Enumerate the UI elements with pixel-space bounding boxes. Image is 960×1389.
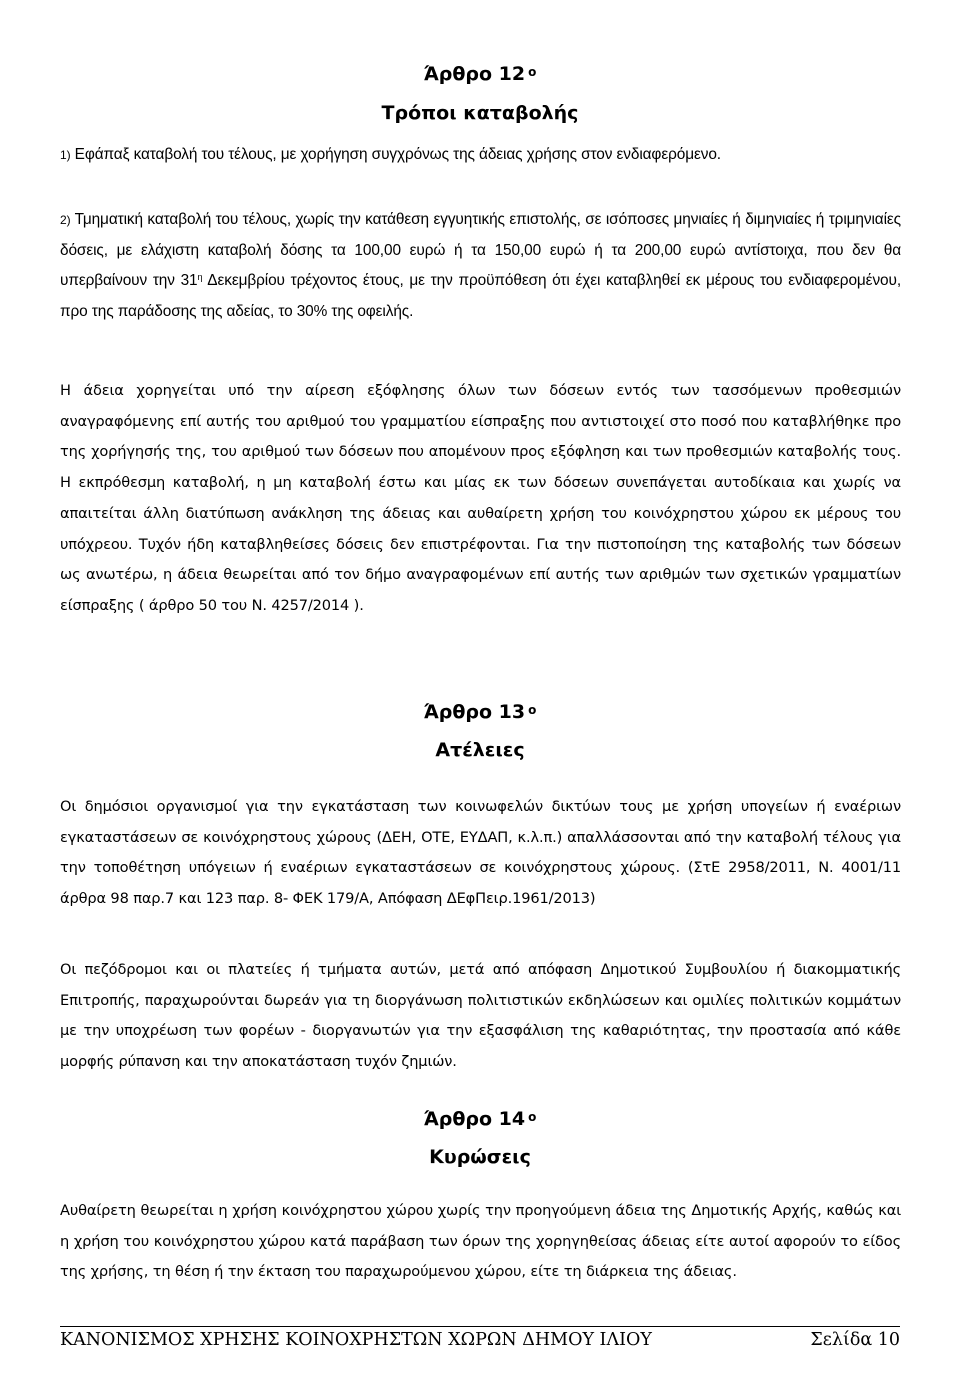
article-12-item-1 bbox=[60, 140, 901, 171]
item-2-superscript: η bbox=[197, 272, 203, 283]
article-12-heading bbox=[0, 62, 960, 86]
article-13-heading-text: Άρθρο 13 bbox=[423, 701, 526, 723]
article-12-item-2 bbox=[60, 205, 901, 328]
article-14-heading-ordinal: ο bbox=[528, 1110, 537, 1124]
article-13-heading bbox=[0, 700, 960, 724]
article-13-paragraph-2: Οι πεζόδρομοι και οι πλατείες ή τμήματα αυτών, μετά από απόφαση Δημοτικού Συμβουλίου ή διακομματικής Επιτροπής, παραχωρούνται δωρεάν για τη διοργάνωση πολιτιστικών εκδηλώσεων και ομιλίες πολιτικών κομμάτων με την υποχρέωση των φορέων - διοργανωτών για την εξασφάλιση της καθαριότητας, την προστασία από κάθε μορφής ρύπανση και την αποκατάσταση τυχόν ζημιών. bbox=[60, 961, 901, 1071]
article-14-title: Κυρώσεις bbox=[429, 1146, 531, 1168]
footer-page-number: Σελίδα 10 bbox=[810, 1330, 900, 1350]
article-13-paragraph-1: Οι δημόσιοι οργανισμοί για την εγκατάσταση των κοινωφελών δικτύων τους με χρήση υπογείων ή εναέριων εγκαταστάσεων σε κοινόχρηστους χώρους (ΔΕΗ, ΟΤΕ, ΕΥΔΑΠ, κ.λ.π.) απαλλάσσονται από την καταβολή τέλους για την τοποθέτηση υπόγειων ή εναέριων εγκαταστάσεων σε κοινόχρηστους χώρους. (ΣτΕ 2958/2011, Ν. 4001/11 άρθρα 98 παρ.7 και 123 παρ. 8- ΦΕΚ 179/Α, Απόφαση ΔΕφΠειρ.1961/2013) bbox=[60, 798, 901, 908]
article-12-heading-text: Άρθρο 12 bbox=[423, 63, 526, 85]
article-14-paragraph: Αυθαίρετη θεωρείται η χρήση κοινόχρηστου χώρου χωρίς την προηγούμενη άδεια της Δημοτικής Αρχής, καθώς και η χρήση του κοινόχρηστου χώρου κατά παράβαση των όρων της χορηγηθείσας άδειας είτε αυτοί αφορούν το είδος της χρήσης, τη θέση ή την έκταση του παραχωρούμενου χώρου, είτε τη διάρκεια της άδειας. bbox=[60, 1202, 901, 1281]
article-13-title: Ατέλειες bbox=[435, 739, 525, 761]
article-12-title: Τρόποι καταβολής bbox=[381, 102, 579, 124]
page-footer bbox=[60, 1326, 900, 1351]
article-14-heading-text: Άρθρο 14 bbox=[423, 1108, 526, 1130]
item-2-text-b: Δεκεμβρίου τρέχοντος έτους, με την προϋπόθεση ότι έχει καταβληθεί εκ μέρους του ενδιαφερομένου, προ της παράδοσης της αδείας, το 30% της οφειλής. bbox=[60, 272, 901, 321]
article-13-heading-ordinal: ο bbox=[528, 703, 537, 717]
item-2-text-a: Τμηματική καταβολή του τέλους, χωρίς την κατάθεση εγγυητικής επιστολής, σε ισόποσες μηνιαίες ή διμηνιαίες ή τριμηνιαίες δόσεις, με ελάχιστη καταβολή δόσης τα 100,00 ευρώ ή τα 150,00 ευρώ ή τα 200,00 ευρώ αντίστοιχα, που δεν θα υπερβαίνουν την 31 bbox=[60, 211, 901, 290]
article-14-heading bbox=[0, 1107, 960, 1131]
article-12-paragraph: Η άδεια χορηγείται υπό την αίρεση εξόφλησης όλων των δόσεων εντός των τασσόμενων προθεσμιών αναγραφόμενης επί αυτής του αριθμού του γραμματίου είσπραξης που αντιστοιχεί στο ποσό που καταβλήθηκε προ της χορήγησής της, του αριθμού των δόσεων που απομένουν προς εξόφληση και των προθεσμιών καταβολής τους. Η εκπρόθεσμη καταβολή, η μη καταβολή έστω και μίας εκ των δόσεων συνεπάγεται αυτοδίκαια και χωρίς να απαιτείται άλλη διατύπωση ανάκληση της άδειας και αυθαίρετη χρήση του κοινόχρηστου χώρου εκ μέρους του υπόχρεου. Τυχόν ήδη καταβληθείσες δόσεις δεν επιστρέφονται. Για την πιστοποίηση της καταβολής των δόσεων ως ανωτέρω, η άδεια θεωρείται από τον δήμο αναγραφομένων επί αυτής των αριθμών των σχετικών γραμματίων είσπραξης ( άρθρο 50 του Ν. 4257/2014 ). bbox=[60, 382, 901, 614]
item-1-number: 1) bbox=[60, 148, 71, 162]
article-12-heading-ordinal: ο bbox=[528, 65, 537, 79]
footer-document-title: ΚΑΝΟΝΙΣΜΟΣ ΧΡΗΣΗΣ ΚΟΙΝΟΧΡΗΣΤΩΝ ΧΩΡΩΝ ΔΗΜΟΥ ΙΛΙΟΥ bbox=[60, 1330, 652, 1350]
item-2-number: 2) bbox=[60, 213, 71, 227]
item-1-text: Εφάπαξ καταβολή του τέλους, με χορήγηση συγχρόνως της άδειας χρήσης στον ενδιαφερόμενο. bbox=[70, 146, 721, 163]
